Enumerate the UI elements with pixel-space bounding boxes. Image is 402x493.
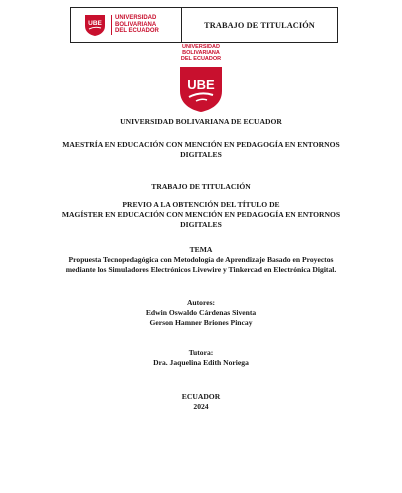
thesis-topic: TEMA Propuesta Tecnopedagógica con Metodología de Aprendizaje Basado en Proyectos mediante los Simuladores Electrónicos Livewire y Tinkercad en Electrónica Digital. [65, 245, 337, 274]
header-doc-type: TRABAJO DE TITULACIÓN [204, 20, 315, 30]
degree-title: PREVIO A LA OBTENCIÓN DEL TÍTULO DE MAGÍSTER EN EDUCACIÓN CON MENCIÓN EN PEDAGOGÍA EN ENTORNOS DIGITALES [61, 200, 341, 229]
page-header [70, 7, 338, 43]
authors-section: Autores: Edwin Oswaldo Cárdenas Siventa Gerson Hamner Briones Pincay [145, 298, 257, 327]
university-title: UNIVERSIDAD BOLIVARIANA DE ECUADOR [120, 117, 282, 126]
svg-text:UBE: UBE [88, 20, 102, 27]
center-logo [0, 44, 402, 114]
location-year: ECUADOR 2024 [181, 392, 221, 411]
center-university-name: UNIVERSIDAD BOLIVARIANA DEL ECUADOR [180, 44, 222, 62]
program-title: MAESTRÍA EN EDUCACIÓN CON MENCIÓN EN PEDAGOGÍA EN ENTORNOS DIGITALES [62, 140, 340, 159]
tutor-section: Tutora: Dra. Jaquelina Edith Noriega [153, 348, 249, 367]
ube-shield-large-icon [176, 64, 226, 114]
header-university-name: UNIVERSIDAD BOLIVARIANA DEL ECUADOR [111, 15, 159, 35]
header-logo [71, 8, 182, 42]
work-type: TRABAJO DE TITULACIÓN [151, 182, 251, 191]
svg-text:UBE: UBE [187, 77, 215, 92]
ube-shield-icon [83, 13, 107, 37]
